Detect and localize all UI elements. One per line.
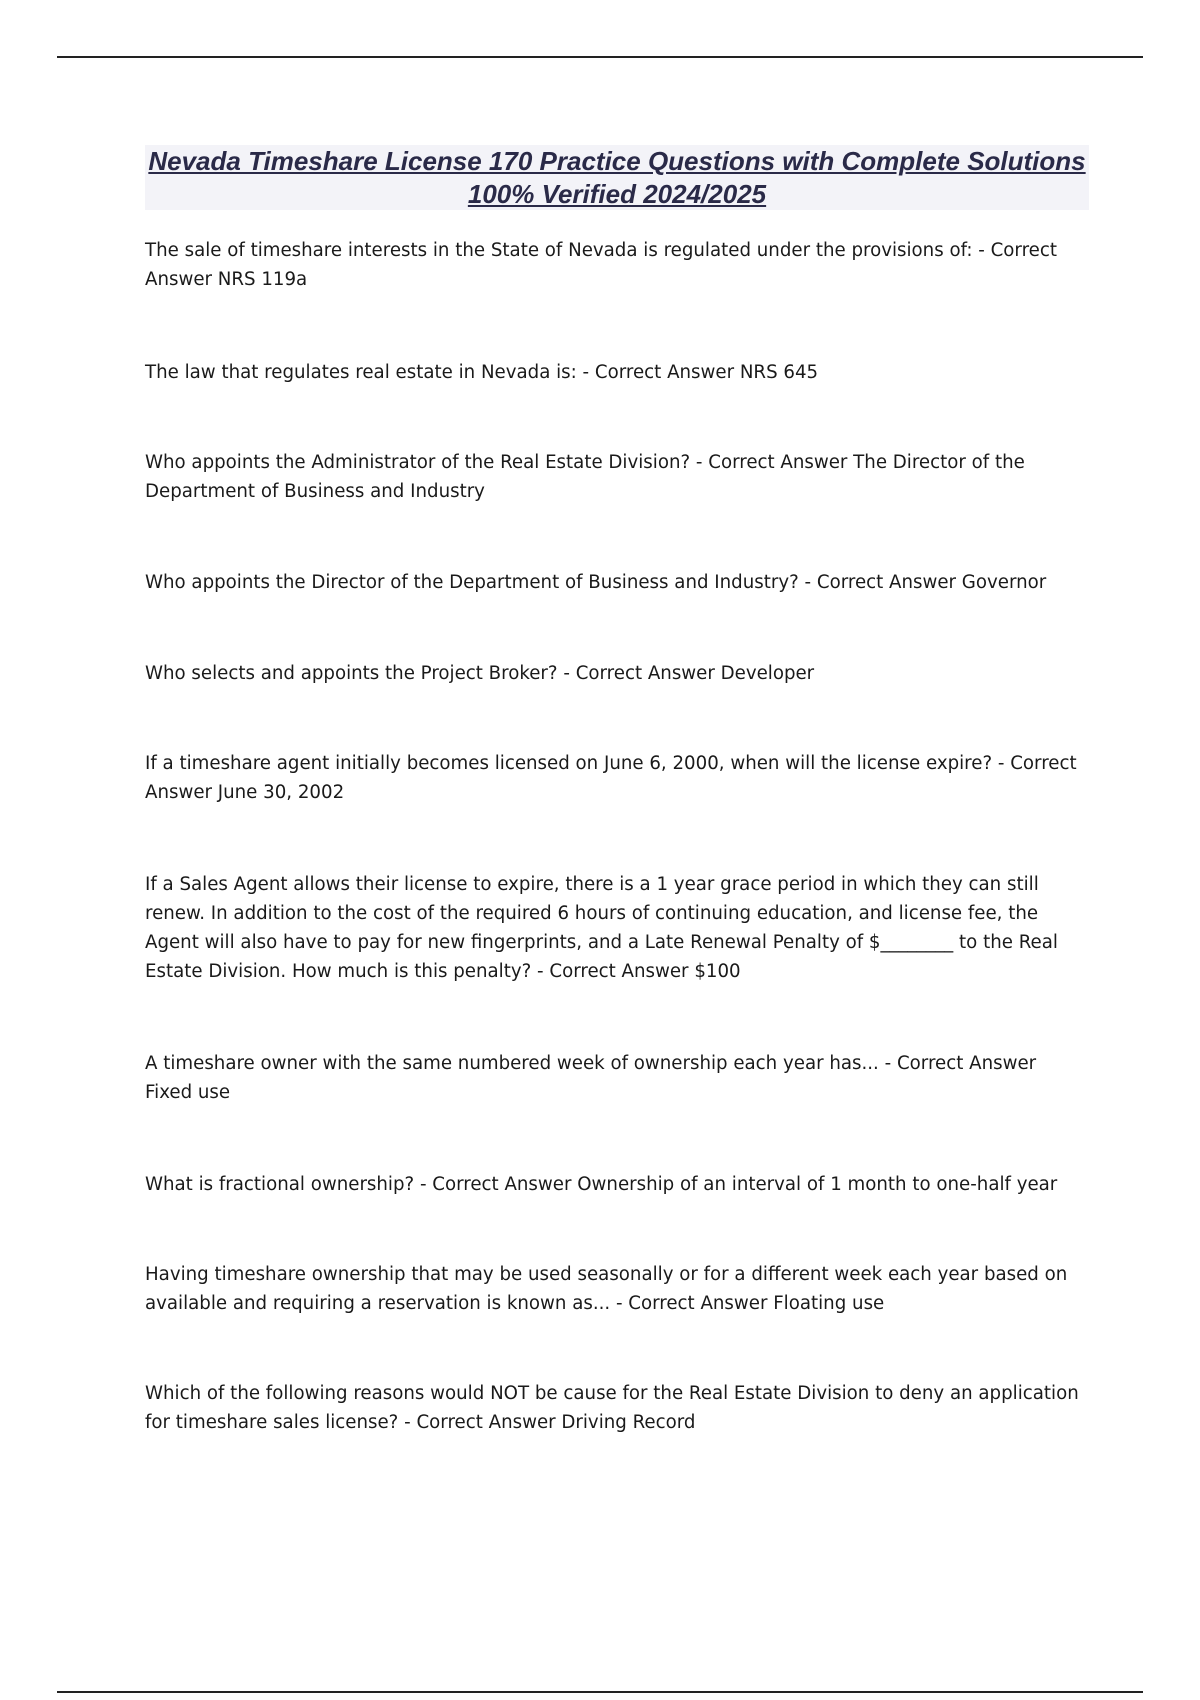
qa-item-9: What is fractional ownership? - Correct Answer Ownership of an interval of 1 month to one-half year: [145, 1174, 1058, 1195]
qa-item-1: The sale of timeshare interests in the State of Nevada is regulated under the provisions of: - Correct Answer NRS 119a: [145, 240, 1057, 290]
top-rule: [57, 56, 1143, 58]
qa-item-2: The law that regulates real estate in Nevada is: - Correct Answer NRS 645: [145, 362, 819, 383]
title-box: [145, 145, 1089, 210]
qa-item-5: Who selects and appoints the Project Broker? - Correct Answer Developer: [145, 663, 815, 684]
bottom-rule: [57, 1691, 1143, 1693]
qa-item-8: A timeshare owner with the same numbered week of ownership each year has... - Correct Answer Fixed use: [145, 1053, 1037, 1103]
qa-item-6: If a timeshare agent initially becomes licensed on June 6, 2000, when will the license expire? - Correct Answer June 30, 2002: [145, 753, 1077, 803]
qa-item-10: Having timeshare ownership that may be used seasonally or for a different week each year based on available and requiring a reservation is known as... - Correct Answer Floating use: [145, 1264, 1068, 1314]
qa-item-4: Who appoints the Director of the Department of Business and Industry? - Correct Answer Governor: [145, 572, 1047, 593]
qa-item-11: Which of the following reasons would NOT be cause for the Real Estate Division to deny an application for timeshare sales license? - Correct Answer Driving Record: [145, 1383, 1079, 1433]
qa-item-3: Who appoints the Administrator of the Real Estate Division? - Correct Answer The Director of the Department of Business and Industry: [145, 452, 1025, 502]
qa-item-7: If a Sales Agent allows their license to expire, there is a 1 year grace period in which they can still renew. In addition to the cost of the required 6 hours of continuing education, and license fee, the Agent will also have to pay for new fingerprints, and a Late Renewal Penalty of $________ to the Real Estate Division. How much is this penalty? - Correct Answer $100: [145, 874, 1058, 982]
document-title: Nevada Timeshare License 170 Practice Questions with Complete Solutions 100% Verified 2024/2025: [148, 145, 1086, 209]
